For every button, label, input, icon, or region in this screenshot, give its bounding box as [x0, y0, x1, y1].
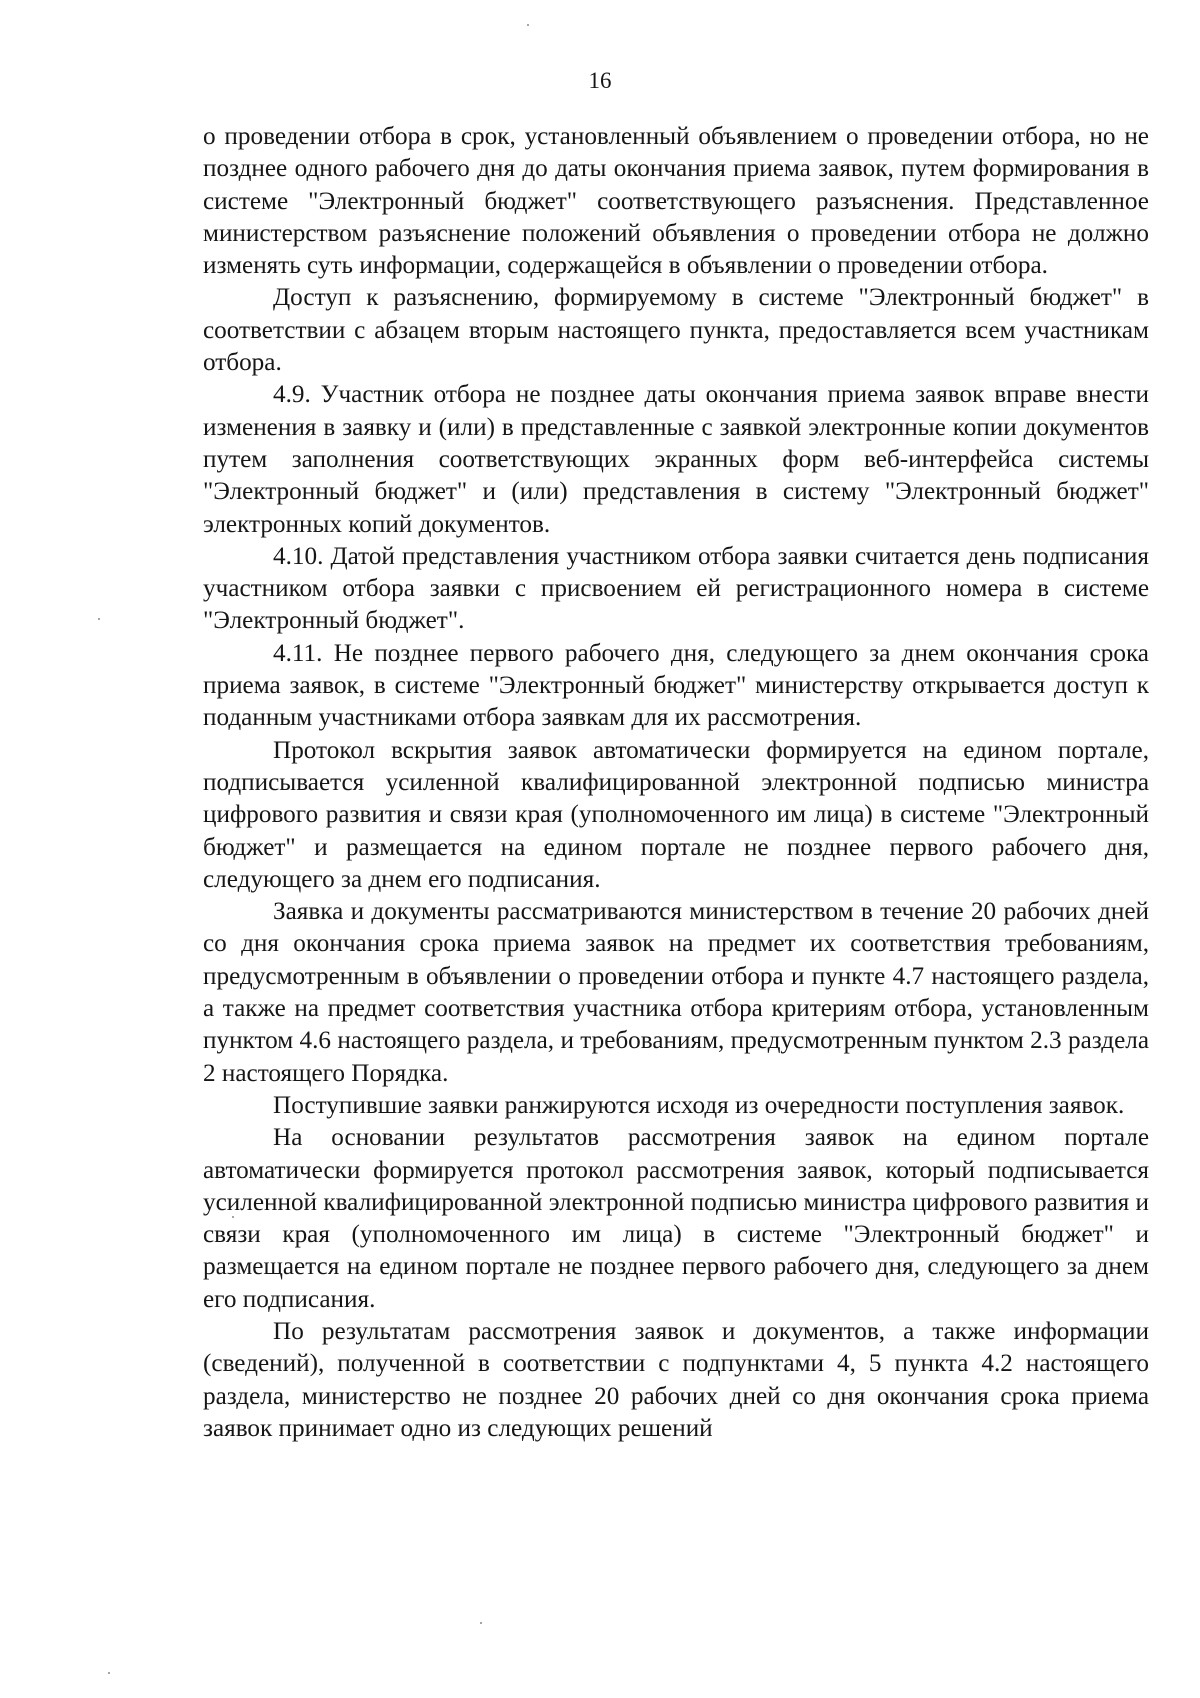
paragraph-4-11: 4.11. Не позднее первого рабочего дня, следующего за днем окончания срока приема заявок, в системе "Электронный бюджет" министерству открывается доступ к поданным участниками отбора заявкам для их рассмотрения.: [203, 639, 1149, 732]
paragraph-clarification-access: Доступ к разъяснению, формируемому в системе "Электронный бюджет" в соответствии с абзацем вторым настоящего пункта, предоставляется всем участникам отбора.: [203, 284, 1149, 377]
paragraph-decision: По результатам рассмотрения заявок и документов, а также информации (сведений), полученной в соответствии с подпунктами 4, 5 пункта 4.2 настоящего раздела, министерство не позднее 20 рабочих дней со дня окончания срока приема заявок принимает одно из следующих решений: [203, 1317, 1149, 1442]
paragraph-opening-protocol: Протокол вскрытия заявок автоматически формируется на едином портале, подписывается усиленной квалифицированной электронной подписью министра цифрового развития и связи края (уполномоченного им лица) в системе "Электронный бюджет" и размещается на едином портале не позднее первого рабочего дня, следующего за днем его подписания.: [203, 736, 1149, 893]
document-body: [203, 121, 1149, 1445]
paragraph-4-9: 4.9. Участник отбора не позднее даты окончания приема заявок вправе внести изменения в заявку и (или) в представленные с заявкой электронные копии документов путем заполнения соответствующих экранных форм веб-интерфейса системы "Электронный бюджет" и (или) представления в систему "Электронный бюджет" электронных копий документов.: [203, 381, 1149, 538]
page-number: 16: [588, 68, 612, 93]
scan-speck: [232, 1216, 234, 1218]
paragraph-continuation: о проведении отбора в срок, установленный объявлением о проведении отбора, но не позднее одного рабочего дня до даты окончания приема заявок, путем формирования в системе "Электронный бюджет" соответствующего разъяснения. Представленное министерством разъяснение положений объявления о проведении отбора не должно изменять суть информации, содержащейся в объявлении о проведении отбора.: [203, 123, 1149, 280]
scan-speck: [480, 1622, 482, 1624]
paragraph-ranking: Поступившие заявки ранжируются исходя из очередности поступления заявок.: [273, 1091, 1125, 1119]
paragraph-review-period: Заявка и документы рассматриваются министерством в течение 20 рабочих дней со дня окончания срока приема заявок на предмет их соответствия требованиям, предусмотренным в объявлении о проведении отбора и пункте 4.7 настоящего раздела, а также на предмет соответствия участника отбора критериям отбора, установленным пунктом 4.6 настоящего раздела, и требованиям, предусмотренным пунктом 2.3 раздела 2 настоящего Порядка.: [203, 898, 1149, 1087]
scan-speck: [98, 618, 100, 620]
scan-speck: [527, 24, 529, 26]
paragraph-review-protocol: На основании результатов рассмотрения заявок на едином портале автоматически формируется протокол рассмотрения заявок, который подписывается усиленной квалифицированной электронной подписью министра цифрового развития и связи края (уполномоченного им лица) в системе "Электронный бюджет" и размещается на едином портале не позднее первого рабочего дня, следующего за днем его подписания.: [203, 1124, 1149, 1313]
scan-speck: [108, 1672, 110, 1674]
paragraph-4-10: 4.10. Датой представления участником отбора заявки считается день подписания участником отбора заявки с присвоением ей регистрационного номера в системе "Электронный бюджет".: [203, 542, 1149, 635]
